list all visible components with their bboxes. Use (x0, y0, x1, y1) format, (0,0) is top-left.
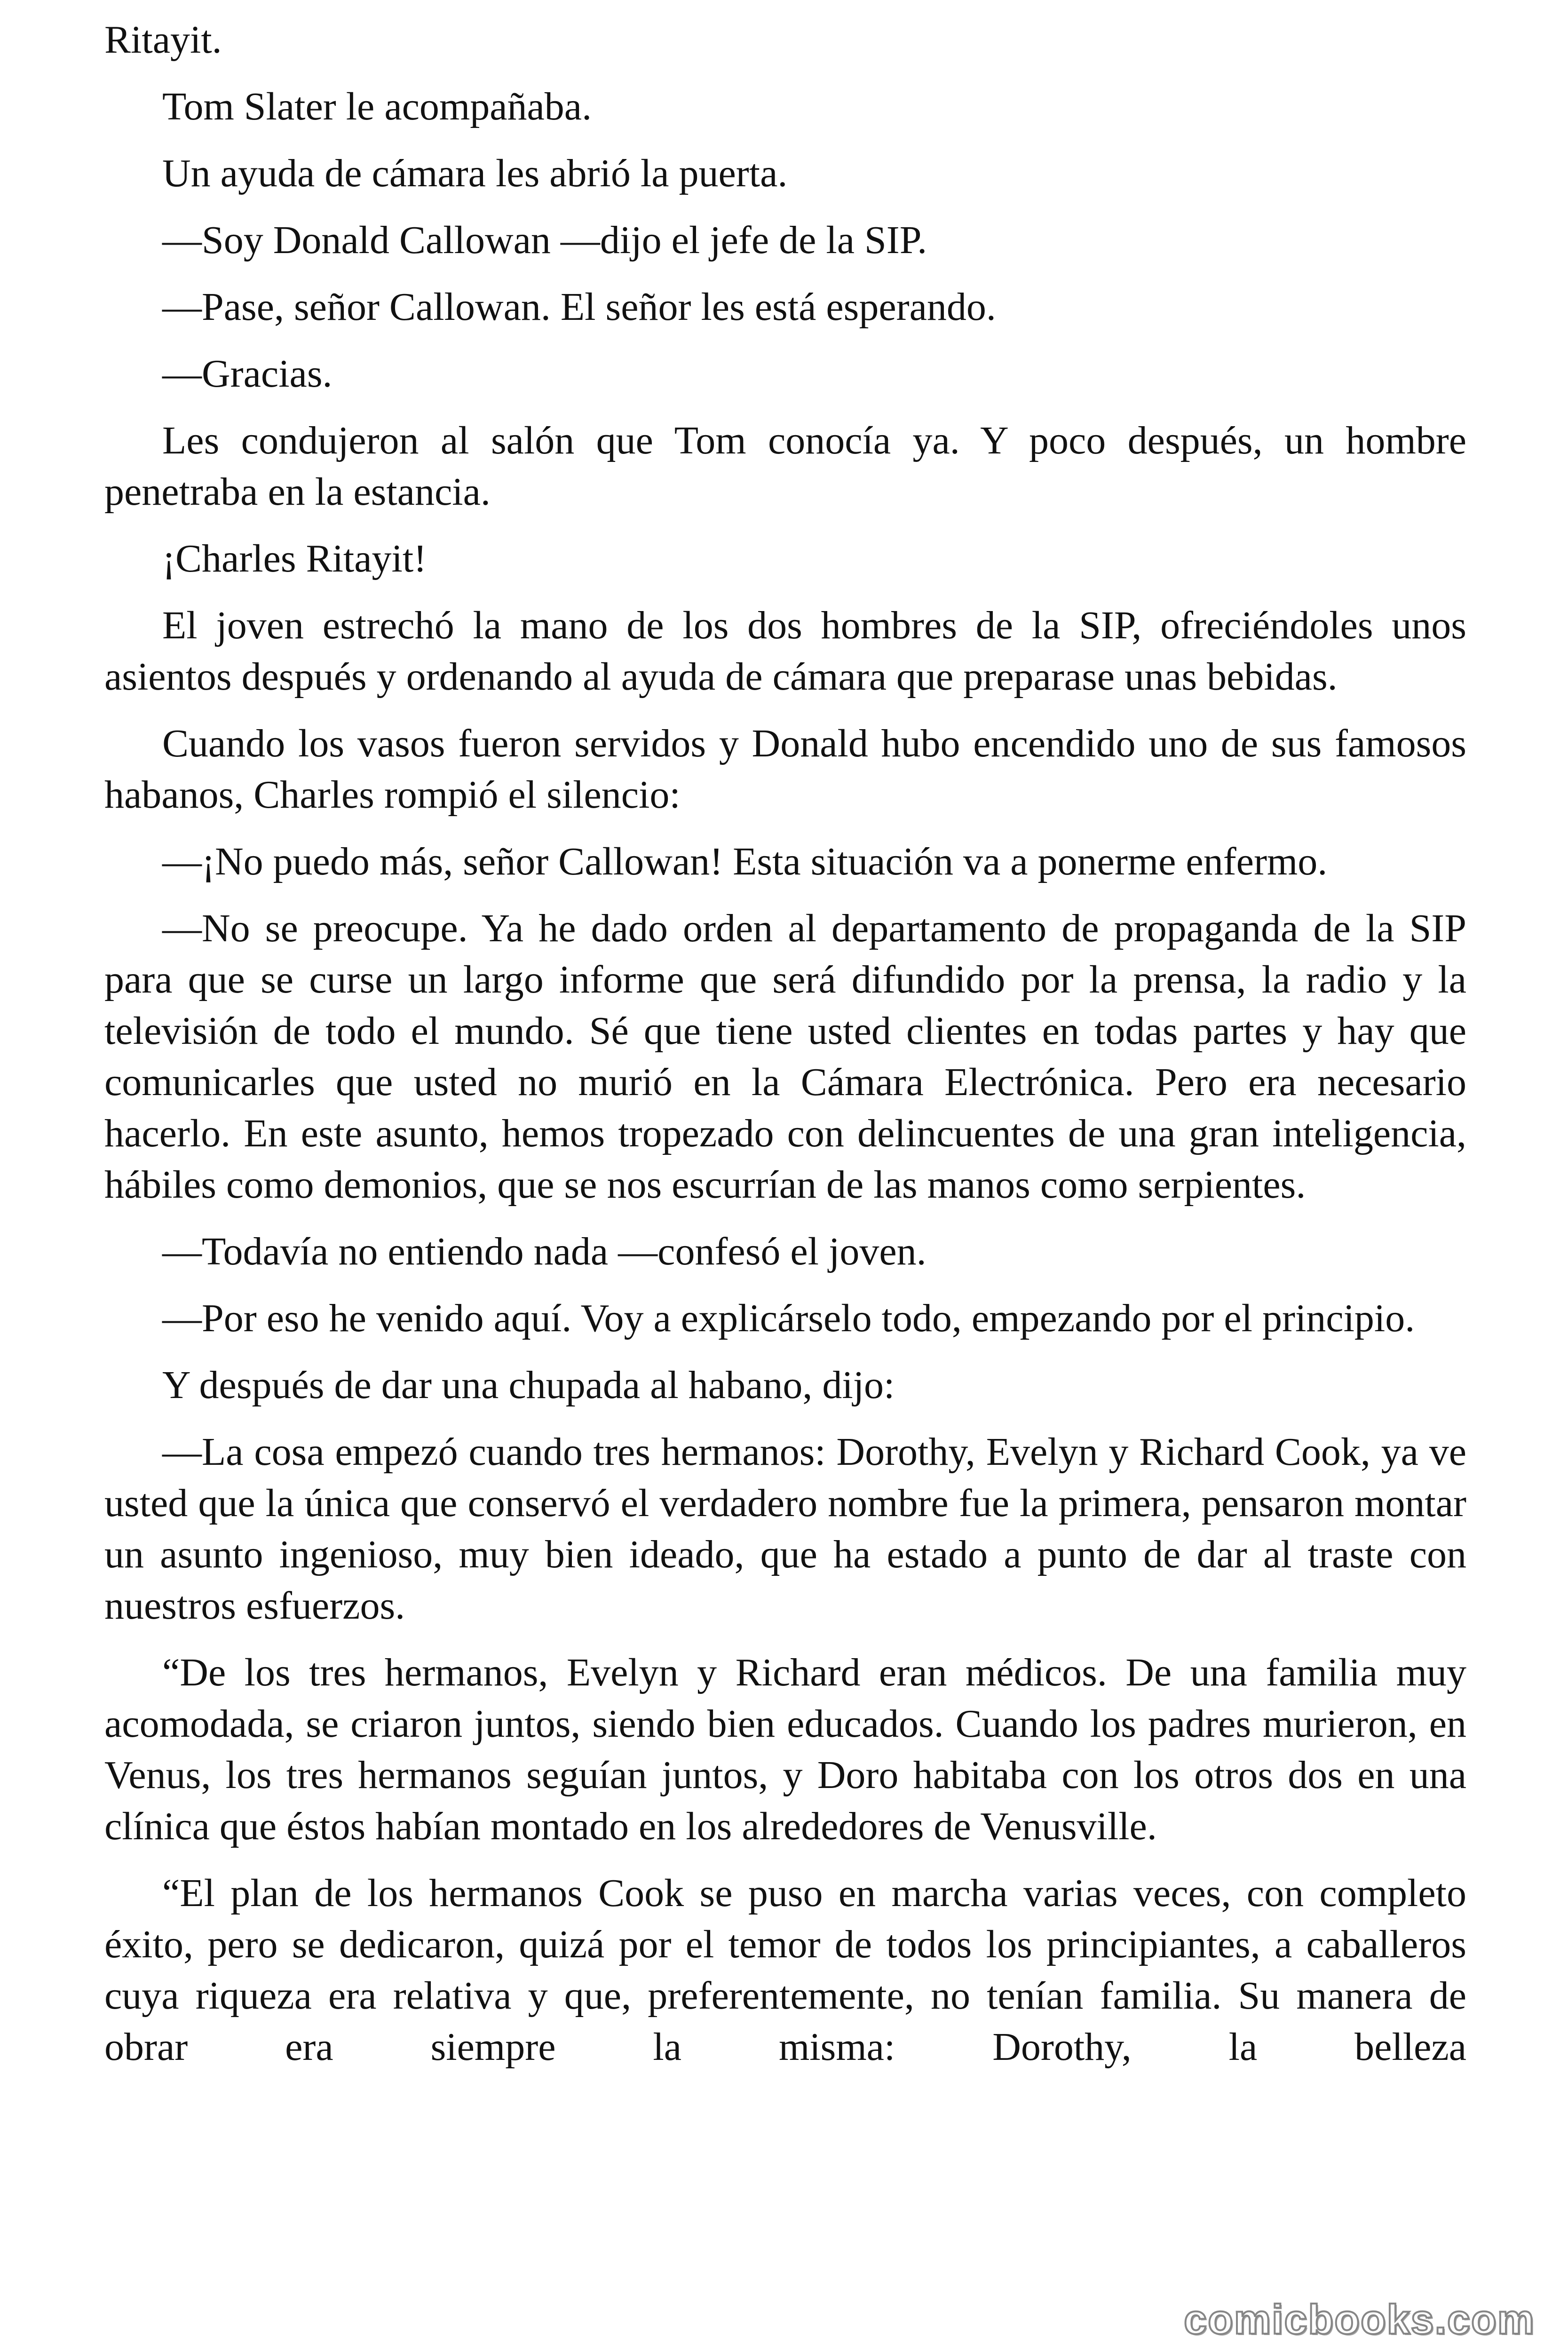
paragraph-7: Les condujeron al salón que Tom conocía ya. Y poco después, un hombre penetraba en la estancia. (104, 419, 1466, 514)
watermark-logo: comicbooks.com (1184, 2296, 1535, 2343)
paragraph-16: —La cosa empezó cuando tres hermanos: Dorothy, Evelyn y Richard Cook, ya ve usted que la única que conservó el verdadero nombre fue la primera, pensaron montar un asunto ingenioso, muy bien ideado, que ha estado a punto de dar al traste con nuestros esfuerzos. (104, 1430, 1466, 1628)
paragraph-4: —Soy Donald Callowan —dijo el jefe de la SIP. (162, 218, 927, 262)
paragraph-8: ¡Charles Ritayit! (162, 537, 427, 580)
paragraph-13: —Todavía no entiendo nada —confesó el joven. (162, 1230, 927, 1273)
paragraph-10: Cuando los vasos fueron servidos y Donald hubo encendido uno de sus famosos habanos, Charles rompió el silencio: (104, 722, 1466, 817)
paragraph-3: Un ayuda de cámara les abrió la puerta. (162, 151, 788, 195)
paragraph-11: —¡No puedo más, señor Callowan! Esta situación va a ponerme enfermo. (162, 840, 1328, 883)
paragraph-5: —Pase, señor Callowan. El señor les está esperando. (162, 285, 996, 329)
paragraph-14: —Por eso he venido aquí. Voy a explicárselo todo, empezando por el principio. (162, 1296, 1415, 1340)
paragraph-15: Y después de dar una chupada al habano, dijo: (162, 1363, 895, 1407)
paragraph-6: —Gracias. (162, 352, 333, 396)
paragraph-12: —No se preocupe. Ya he dado orden al departamento de propaganda de la SIP para que se curse un largo informe que será difundido por la prensa, la radio y la televisión de todo el mundo. Sé que tiene usted clientes en todas partes y hay que comunicarles que usted no murió en la Cámara Electrónica. Pero era necesario hacerlo. En este asunto, hemos tropezado con delincuentes de una gran inteligencia, hábiles como demonios, que se nos escurrían de las manos como serpientes. (104, 906, 1466, 1207)
page-text (104, 14, 1466, 2073)
paragraph-18: “El plan de los hermanos Cook se puso en marcha varias veces, con completo éxito, pero se dedicaron, quizá por el temor de todos los principiantes, a caballeros cuya riqueza era relativa y que, preferentemente, no tenían familia. Su manera de obrar era siempre la misma: Dorothy, la belleza (104, 1871, 1466, 2069)
paragraph-1: Ritayit. (104, 18, 222, 62)
paragraph-9: El joven estrechó la mano de los dos hombres de la SIP, ofreciéndoles unos asientos después y ordenando al ayuda de cámara que preparase unas bebidas. (104, 604, 1466, 699)
paragraph-2: Tom Slater le acompañaba. (162, 85, 592, 128)
paragraph-17: “De los tres hermanos, Evelyn y Richard eran médicos. De una familia muy acomodada, se criaron juntos, siendo bien educados. Cuando los padres murieron, en Venus, los tres hermanos seguían juntos, y Doro habitaba con los otros dos en una clínica que éstos habían montado en los alrededores de Venusville. (104, 1651, 1466, 1848)
